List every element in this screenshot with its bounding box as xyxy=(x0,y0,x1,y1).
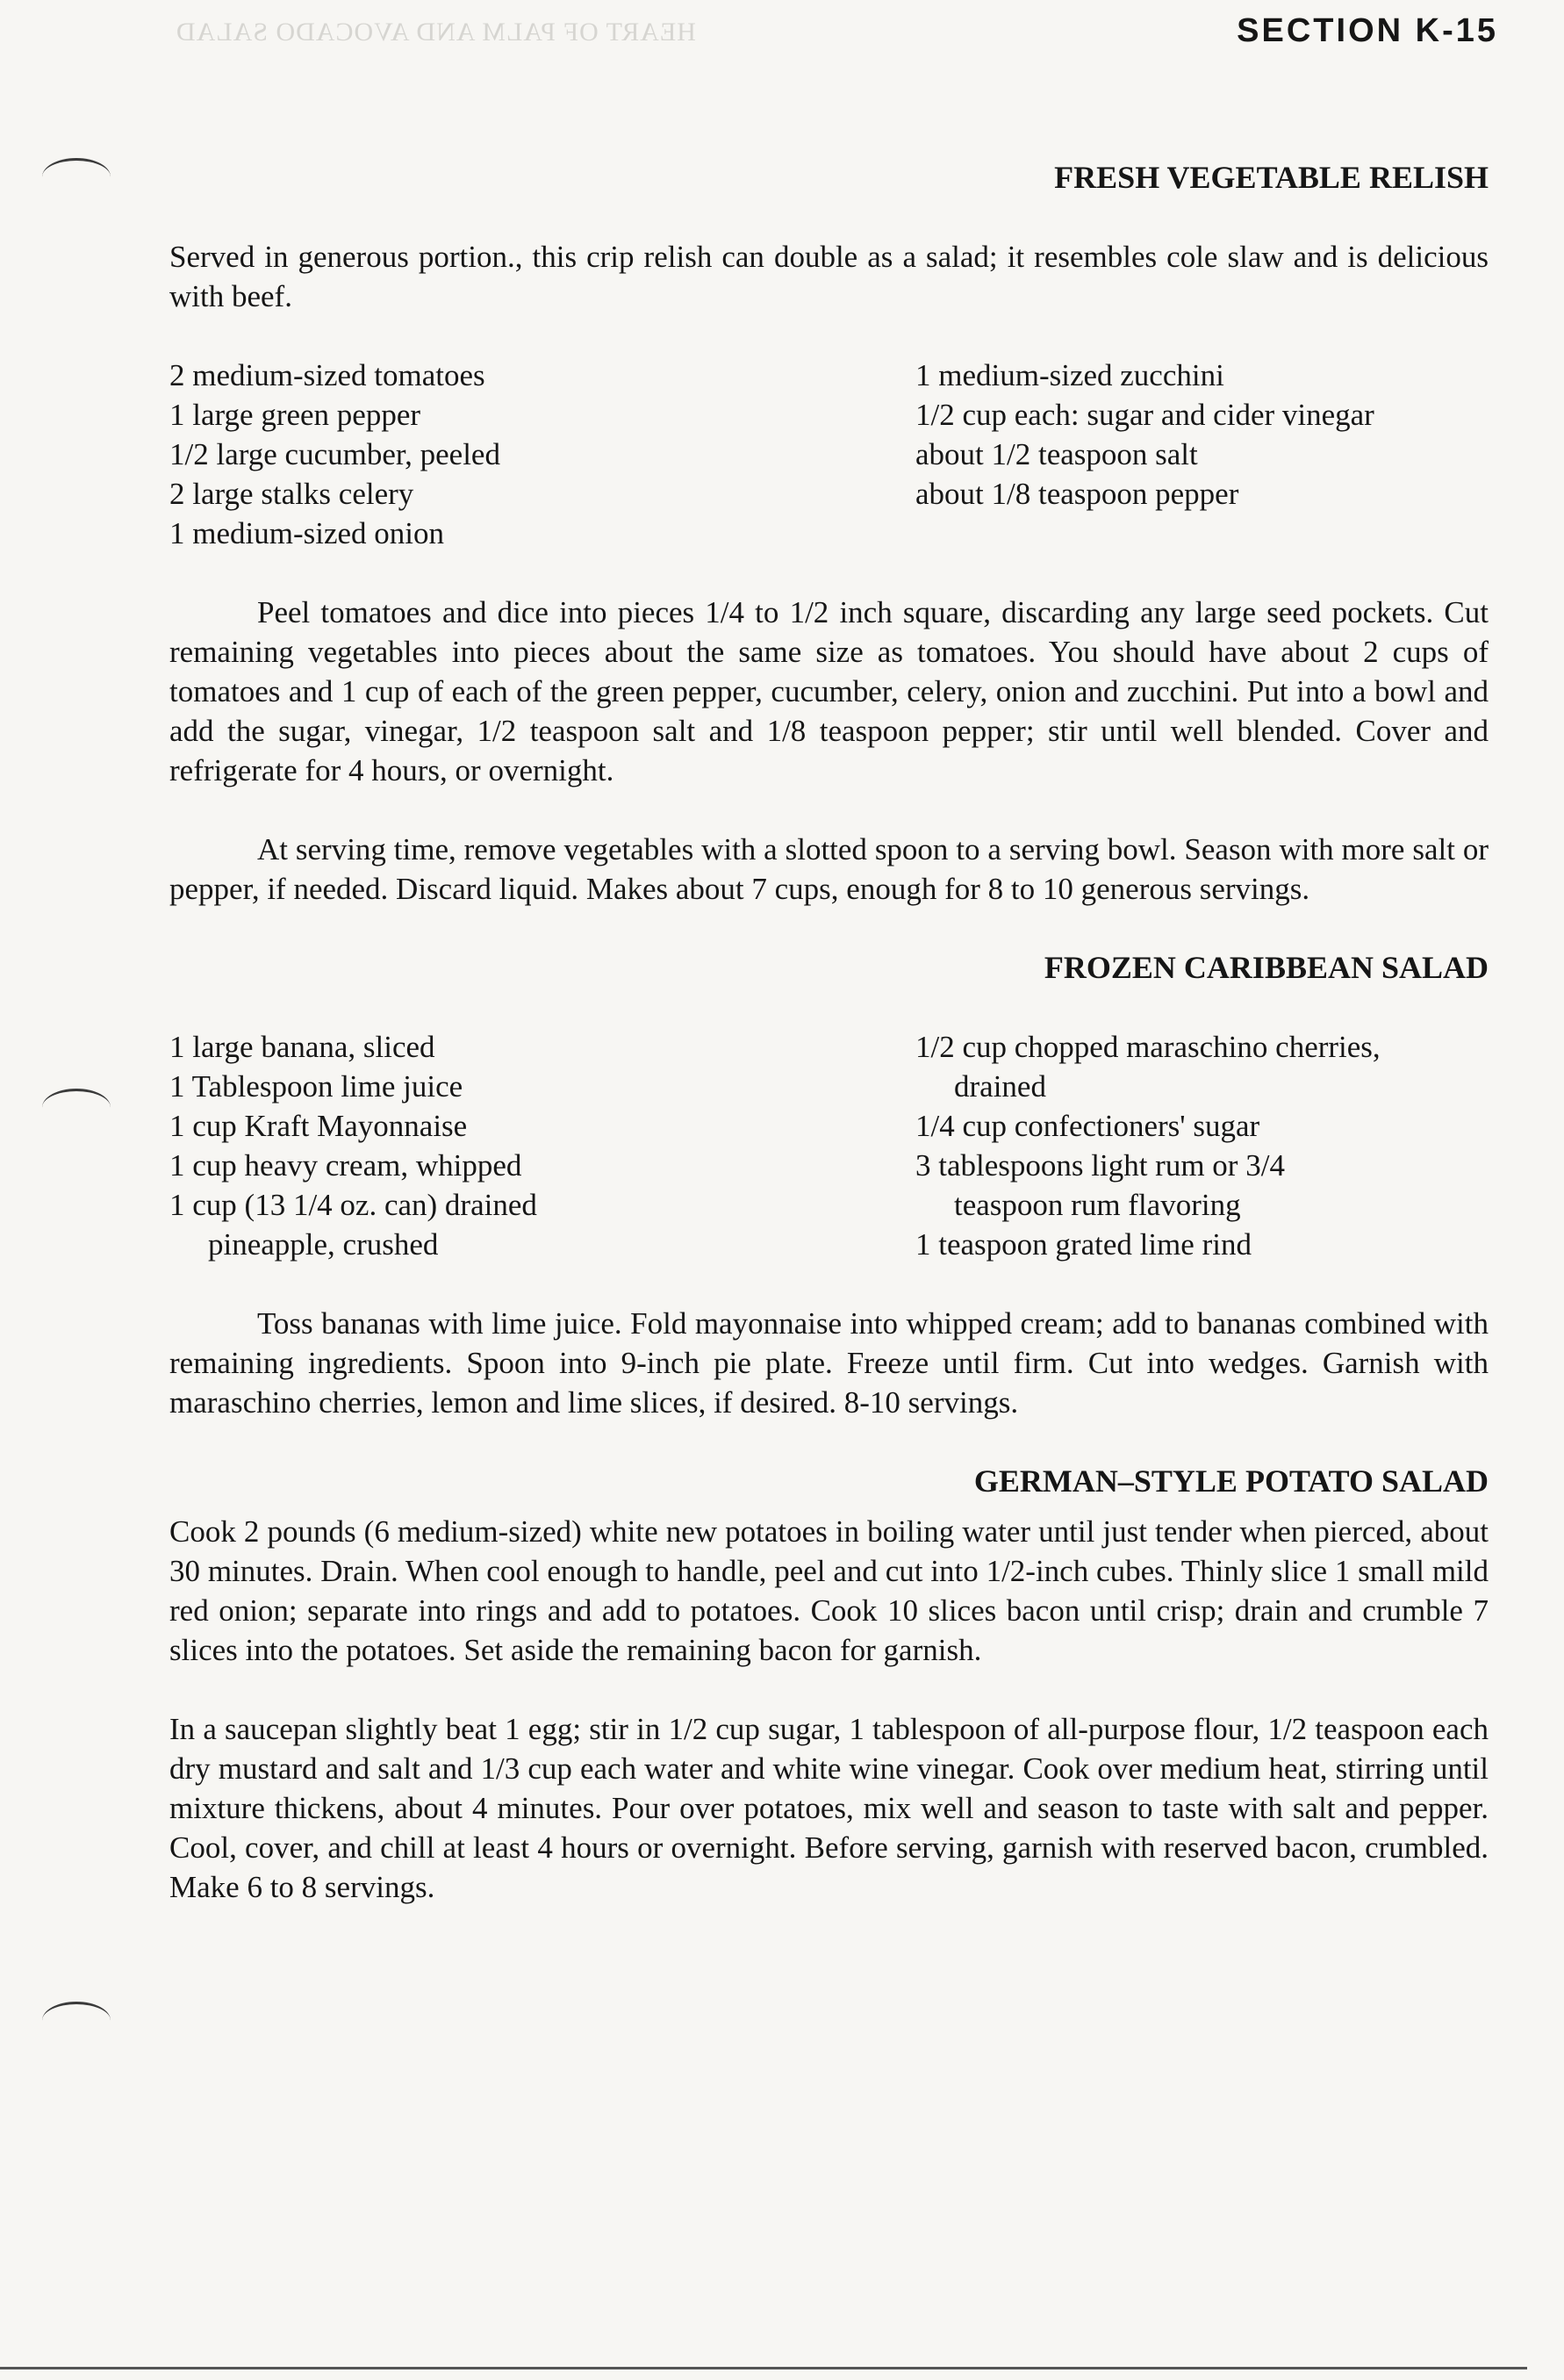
ingredient-column-right xyxy=(915,356,1489,553)
ingredient-item: pineapple, crushed xyxy=(208,1227,439,1262)
ingredient-item: 1 large green pepper xyxy=(169,398,421,432)
binder-hole-mark xyxy=(42,158,111,196)
recipe-title: FRESH VEGETABLE RELISH xyxy=(1054,160,1489,195)
ingredient-item: 2 large stalks celery xyxy=(169,477,414,511)
ingredient-item: 3 tablespoons light rum or 3/4 xyxy=(915,1148,1285,1183)
ingredient-item: about 1/8 teaspoon pepper xyxy=(915,477,1239,511)
ingredient-item: 1/4 cup confectioners' sugar xyxy=(915,1109,1260,1143)
section-header: SECTION K-15 xyxy=(1237,12,1498,49)
ingredient-list xyxy=(169,356,1489,553)
page-bottom-edge xyxy=(0,2367,1527,2369)
binder-hole-mark xyxy=(42,1089,111,1126)
ingredient-item: 1 teaspoon grated lime rind xyxy=(915,1227,1252,1262)
ingredient-column-right xyxy=(915,1027,1489,1264)
ingredient-item: teaspoon rum flavoring xyxy=(954,1188,1241,1222)
ingredient-item: 2 medium-sized tomatoes xyxy=(169,358,485,392)
recipe-title: FROZEN CARIBBEAN SALAD xyxy=(1044,950,1489,985)
recipe-directions: In a saucepan slightly beat 1 egg; stir in 1/2 cup sugar, 1 tablespoon of all-purpose flour, 1/2 teaspoon each dry mustard and salt and 1/3 cup each water and white wine vinegar. Cook over medium heat, stirring until mixture thickens, about 4 minutes. Pour over potatoes, mix well and season to taste with salt and pepper. Cool, cover, and chill at least 4 hours or overnight. Before serving, garnish with reserved bacon, crumbled. Make 6 to 8 servings. xyxy=(169,1712,1489,1904)
ingredient-list xyxy=(169,1027,1489,1264)
recipe-directions: Toss bananas with lime juice. Fold mayonnaise into whipped cream; add to bananas combined with remaining ingredients. Spoon into 9-inch pie plate. Freeze until firm. Cut into wedges. Garnish with maraschino cherries, lemon and lime slices, if desired. 8-10 servings. xyxy=(169,1306,1489,1420)
recipe-directions: At serving time, remove vegetables with a slotted spoon to a serving bowl. Season with more salt or pepper, if needed. Discard liquid. Makes about 7 cups, enough for 8 to 10 generous servings. xyxy=(169,832,1489,906)
recipe-directions: Peel tomatoes and dice into pieces 1/4 to 1/2 inch square, discarding any large seed pockets. Cut remaining vegetables into pieces about the same size as tomatoes. You should have about 2 cups of tomatoes and 1 cup of each of the green pepper, cucumber, celery, onion and zucchini. Put into a bowl and add the sugar, vinegar, 1/2 teaspoon salt and 1/8 teaspoon pepper; stir until well blended. Cover and refrigerate for 4 hours, or overnight. xyxy=(169,595,1489,787)
bleed-through-text: HEART OF PALM AND AVOCADO SALAD xyxy=(176,18,696,47)
ingredient-item: 1 cup heavy cream, whipped xyxy=(169,1148,522,1183)
ingredient-item: 1/2 cup each: sugar and cider vinegar xyxy=(915,398,1374,432)
ingredient-item: 1/2 cup chopped maraschino cherries, xyxy=(915,1030,1381,1064)
ingredient-column-left xyxy=(169,356,915,553)
ingredient-item: 1/2 large cucumber, peeled xyxy=(169,437,500,471)
binder-hole-mark xyxy=(42,2002,111,2039)
recipe-title: GERMAN–STYLE POTATO SALAD xyxy=(973,1463,1489,1499)
ingredient-item: 1 medium-sized zucchini xyxy=(915,358,1224,392)
ingredient-item: 1 medium-sized onion xyxy=(169,516,445,550)
recipe-intro: Served in generous portion., this crip relish can double as a salad; it resembles cole slaw and is delicious with beef. xyxy=(169,240,1489,313)
recipe-directions: Cook 2 pounds (6 medium-sized) white new potatoes in boiling water until just tender when pierced, about 30 minutes. Drain. When cool enough to handle, peel and cut into 1/2-inch cubes. Thinly slice 1 small mild red onion; separate into rings and add to potatoes. Cook 10 slices bacon until crisp; drain and crumble 7 slices into the potatoes. Set aside the remaining bacon for garnish. xyxy=(169,1514,1489,1667)
ingredient-item: 1 cup Kraft Mayonnaise xyxy=(169,1109,468,1143)
ingredient-item: 1 large banana, sliced xyxy=(169,1030,435,1064)
ingredient-item: 1 cup (13 1/4 oz. can) drained xyxy=(169,1188,537,1222)
ingredient-item: 1 Tablespoon lime juice xyxy=(169,1069,463,1104)
ingredient-column-left xyxy=(169,1027,915,1264)
ingredient-item: drained xyxy=(954,1069,1046,1104)
page-content xyxy=(169,158,1489,1907)
ingredient-item: about 1/2 teaspoon salt xyxy=(915,437,1198,471)
